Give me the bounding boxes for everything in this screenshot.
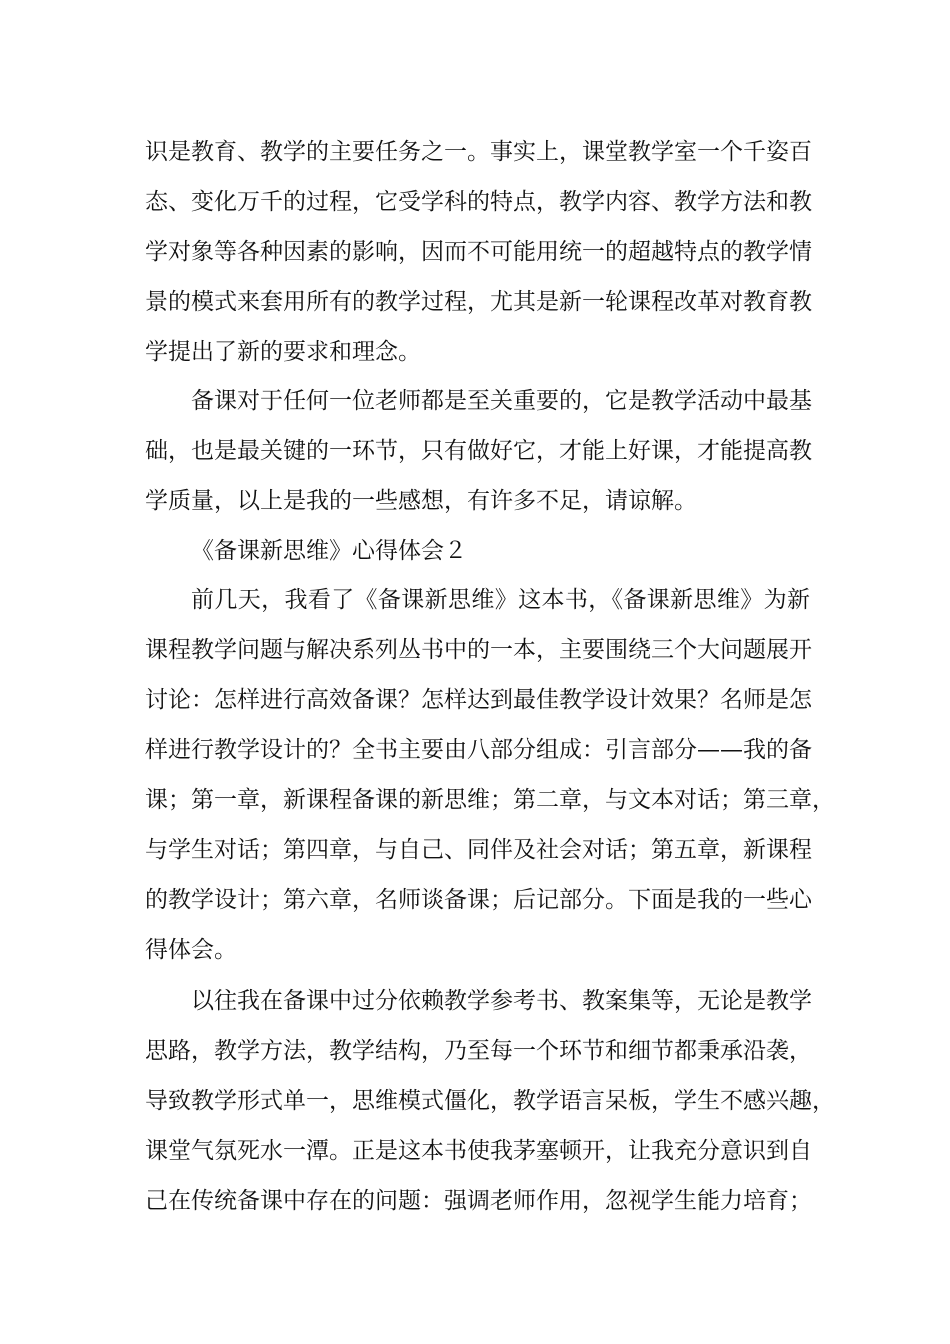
section-heading: [145, 526, 810, 576]
paragraph-line: 以往我在备课中过分依赖教学参考书、教案集等，无论是教学: [191, 988, 812, 1014]
paragraph-line: 础，也是最关键的一环节，只有做好它，才能上好课，才能提高教: [145, 438, 812, 464]
paragraph-line: 讨论：怎样进行高效备课？怎样达到最佳教学设计效果？名师是怎: [145, 687, 812, 713]
paragraph-line: 景的模式来套用所有的教学过程，尤其是新一轮课程改革对教育教: [145, 289, 812, 315]
paragraph-line: 学质量，以上是我的一些感想，有许多不足，请谅解。: [145, 488, 697, 514]
paragraph-line: 的教学设计；第六章，名师谈备课；后记部分。下面是我的一些心: [145, 887, 812, 913]
paragraph-line: 学对象等各种因素的影响，因而不可能用统一的超越特点的教学情: [145, 239, 812, 265]
paragraph-line: 得体会。: [145, 937, 237, 963]
paragraph-line: 思路，教学方法，教学结构，乃至每一个环节和细节都秉承沿袭，: [145, 1038, 812, 1064]
paragraph-line: 课；第一章，新课程备课的新思维；第二章，与文本对话；第三章，: [145, 787, 835, 813]
paragraph-4: [145, 976, 835, 1226]
paragraph-line: 课堂气氛死水一潭。正是这本书使我茅塞顿开，让我充分意识到自: [145, 1138, 812, 1164]
paragraph-line: 样进行教学设计的？全书主要由八部分组成：引言部分——我的备: [145, 737, 812, 763]
paragraph-line: 己在传统备课中存在的问题：强调老师作用，忽视学生能力培育；: [145, 1188, 812, 1214]
heading-line: 《备课新思维》心得体会２: [191, 538, 467, 564]
paragraph-3: [145, 575, 835, 975]
paragraph-line: 与学生对话；第四章，与自己、同伴及社会对话；第五章，新课程: [145, 837, 812, 863]
paragraph-line: 备课对于任何一位老师都是至关重要的，它是教学活动中最基: [191, 388, 812, 414]
paragraph-line: 识是教育、教学的主要任务之一。事实上，课堂教学室一个千姿百: [145, 139, 812, 165]
paragraph-line: 学提出了新的要求和理念。: [145, 339, 421, 365]
paragraph-line: 态、变化万千的过程，它受学科的特点，教学内容、教学方法和教: [145, 189, 812, 215]
paragraph-2: [145, 376, 810, 526]
paragraph-line: 前几天，我看了《备课新思维》这本书，《备课新思维》为新: [191, 587, 810, 613]
paragraph-1: [145, 127, 810, 377]
paragraph-line: 导致教学形式单一，思维模式僵化，教学语言呆板，学生不感兴趣，: [145, 1088, 835, 1114]
paragraph-line: 课程教学问题与解决系列丛书中的一本，主要围绕三个大问题展开: [145, 637, 812, 663]
